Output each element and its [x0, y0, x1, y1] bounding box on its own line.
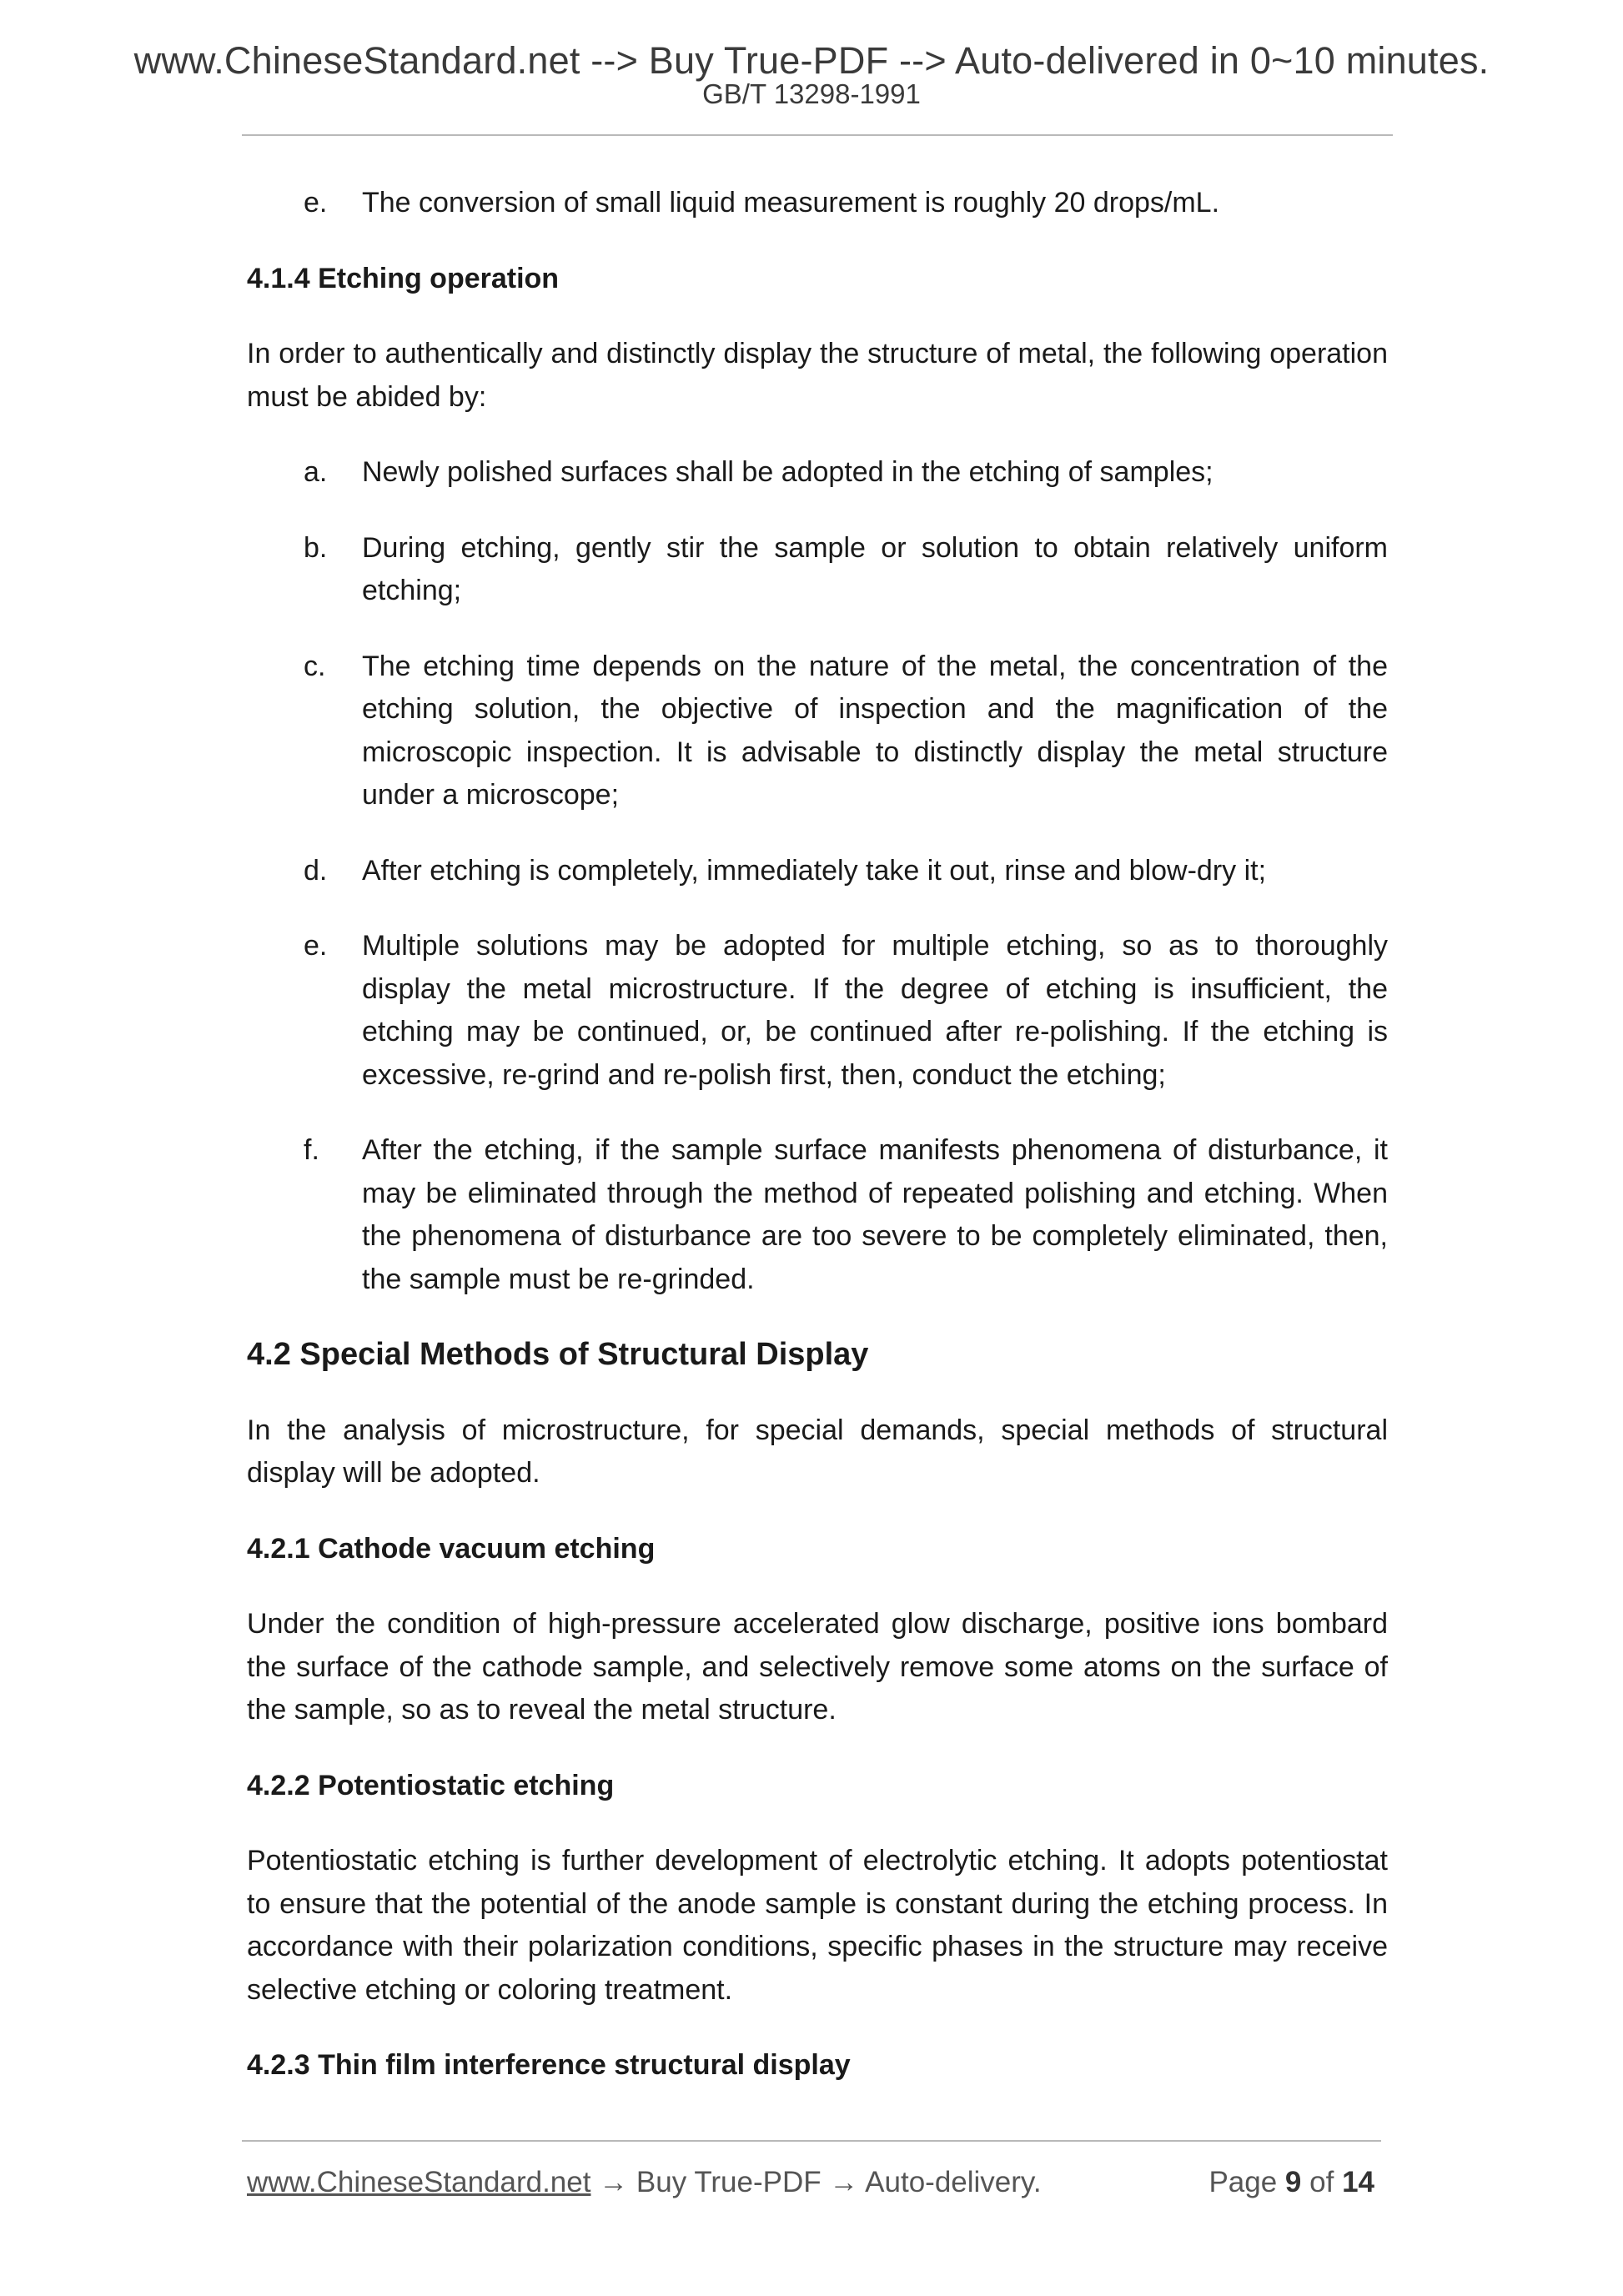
section-heading-4-1-4: 4.1.4 Etching operation — [247, 262, 560, 294]
document-code: GB/T 13298-1991 — [702, 78, 921, 109]
section-heading-4-2: 4.2 Special Methods of Structural Display — [247, 1337, 869, 1372]
list-marker: c. — [304, 650, 326, 682]
list-marker: b. — [304, 531, 328, 564]
section-heading-4-2-1: 4.2.1 Cathode vacuum etching — [247, 1532, 656, 1565]
header-banner-link[interactable]: www.ChineseStandard.net --> Buy True-PDF --> Auto-delivered in 0~10 minutes. — [133, 39, 1490, 82]
paragraph: Potentiostatic etching is further development of electrolytic etching. It adopts potentiostat to ensure that the potential of the anode sample is constant during the etching process. In accordance with their polarization conditions, specific phases in the structure may receive selective etching or coloring treatment. — [247, 1845, 1388, 2006]
list-marker: d. — [304, 854, 328, 887]
list-marker: e. — [304, 930, 328, 962]
list-text: During etching, gently stir the sample or solution to obtain relatively uniform etching; — [362, 531, 1388, 606]
list-text: The conversion of small liquid measurement is roughly 20 drops/mL. — [362, 187, 1220, 219]
footer-divider — [242, 2140, 1381, 2142]
paragraph: In the analysis of microstructure, for special demands, special methods of structural display will be adopted. — [247, 1414, 1388, 1489]
list-item — [247, 527, 1388, 613]
list-text: Newly polished surfaces shall be adopted in the etching of samples; — [362, 456, 1213, 488]
list-marker: e. — [304, 187, 328, 219]
page-label: Page — [1208, 2166, 1278, 2198]
footer-site-link[interactable]: www.ChineseStandard.net — [247, 2166, 591, 2198]
section-heading-4-2-3: 4.2.3 Thin film interference structural display — [247, 2049, 851, 2081]
page-indicator — [1208, 2162, 1374, 2203]
list-text: The etching time depends on the nature of the metal, the concentration of the etching solution, the objective of inspection and the magnification of the microscopic inspection. It is advisable to distinctly display the metal structure under a microscope; — [362, 650, 1388, 811]
footer-tagline: → Buy True-PDF → Auto-delivery. — [590, 2166, 1042, 2198]
list-item — [247, 1129, 1388, 1301]
list-item — [247, 850, 1388, 893]
list-item — [247, 925, 1388, 1097]
list-text: Multiple solutions may be adopted for multiple etching, so as to thoroughly display the metal microstructure. If the degree of etching is insufficient, the etching may be continued, or, be continued after re-polishing. If the etching is excessive, re-grind and re-polish first, then, conduct the etching; — [362, 930, 1388, 1091]
section-heading-4-2-2: 4.2.2 Potentiostatic etching — [247, 1769, 615, 1801]
list-marker: a. — [304, 456, 328, 488]
list-item — [247, 451, 1388, 495]
page-total: 14 — [1342, 2166, 1374, 2198]
of-label: of — [1309, 2166, 1334, 2198]
list-item — [247, 182, 1388, 225]
header-divider — [242, 134, 1393, 136]
list-text: After the etching, if the sample surface manifests phenomena of disturbance, it may be eliminated through the method of repeated polishing and etching. When the phenomena of disturbance are too severe to be completely eliminated, then, the sample must be re-grinded. — [362, 1134, 1388, 1295]
page-content — [247, 182, 1388, 2120]
page-number: 9 — [1284, 2166, 1302, 2198]
list-item — [247, 646, 1388, 817]
page-footer — [247, 2162, 1381, 2203]
paragraph: Under the condition of high-pressure accelerated glow discharge, positive ions bombard the surface of the cathode sample, and selectively remove some atoms on the surface of the sample, so as to reveal the metal structure. — [247, 1608, 1388, 1726]
list-marker: f. — [304, 1134, 319, 1166]
list-text: After etching is completely, immediately take it out, rinse and blow-dry it; — [362, 854, 1267, 887]
paragraph: In order to authentically and distinctly display the structure of metal, the following operation must be abided by: — [247, 338, 1388, 413]
